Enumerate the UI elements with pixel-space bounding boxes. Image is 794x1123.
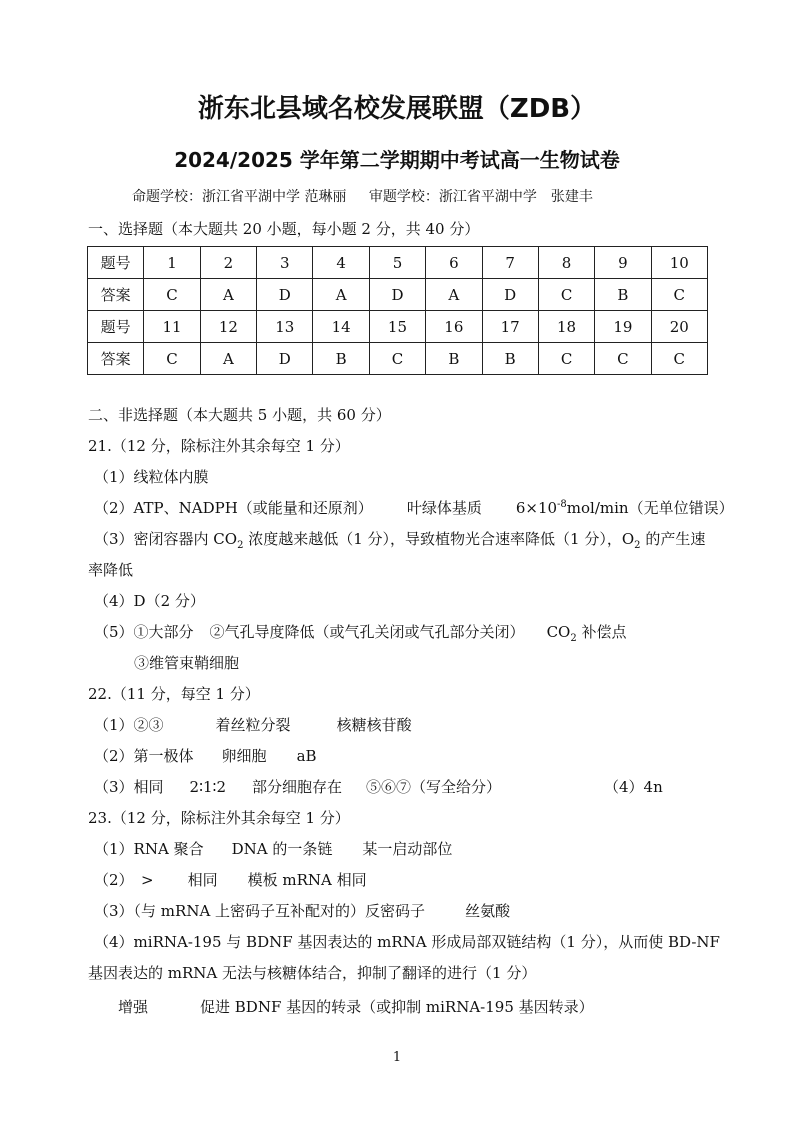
reviewer: 审题学校：浙江省平湖中学 张建丰 (368, 189, 593, 205)
q21-title: 21.（12 分，除标注外其余每空 1 分） (88, 437, 350, 455)
q21-answer-3: （3）密闭容器内 $CO_2$ 浓度越来越低（1 分），导致植物光合速率降低（1 分），$O_2$ 的产生速 (94, 530, 706, 551)
answer-cell: D (369, 279, 425, 311)
answer-cell: D (257, 343, 313, 375)
setter: 命题学校：浙江省平湖中学 范琳丽 (132, 189, 347, 205)
q23-answer-5: 增强 促进 BDNF 基因的转录（或抑制 miRNA-195 基因转录） (118, 998, 594, 1016)
page-title: 浙东北县域名校发展联盟（ZDB） (197, 94, 597, 124)
question-number-cell: 20 (651, 311, 707, 343)
question-number-cell: 13 (257, 311, 313, 343)
answer-cell: C (538, 343, 594, 375)
answer-cell: B (426, 343, 482, 375)
q22-answer-2: （2）第一极体 卵细胞 aB (94, 747, 317, 765)
answer-cell: B (313, 343, 369, 375)
answer-cell: A (200, 279, 256, 311)
exam-subtitle: 2024/2025 学年第二学期期中考试高一生物试卷 (174, 148, 620, 172)
question-number-cell: 14 (313, 311, 369, 343)
question-number-cell: 4 (313, 247, 369, 279)
question-number-cell: 16 (426, 311, 482, 343)
answer-cell: C (651, 343, 707, 375)
question-number-cell: 17 (482, 311, 538, 343)
table-row-answer (88, 343, 708, 375)
question-number-cell: 18 (538, 311, 594, 343)
q23-answer-4-cont: 基因表达的 mRNA 无法与核糖体结合，抑制了翻译的进行（1 分） (88, 964, 537, 982)
answer-cell: C (144, 343, 200, 375)
q21-answer-2 (94, 497, 734, 518)
question-number-cell: 9 (595, 247, 651, 279)
answer-cell: D (257, 279, 313, 311)
question-number-cell: 15 (369, 311, 425, 343)
answer-cell: C (369, 343, 425, 375)
q23-title: 23.（12 分，除标注外其余每空 1 分） (88, 809, 350, 827)
answer-cell: D (482, 279, 538, 311)
q23-answer-4: （4）miRNA-195 与 BDNF 基因表达的 mRNA 形成局部双链结构（1 分），从而使 BD-NF (94, 933, 720, 951)
q21-answer-5: （5）①大部分 ②气孔导度降低（或气孔关闭或气孔部分关闭） $CO_2$ 补偿点 (94, 623, 627, 644)
section1-heading: 一、选择题（本大题共 20 小题，每小题 2 分，共 40 分） (88, 220, 480, 238)
q21-answer-5-cont: ③维管束鞘细胞 (134, 654, 240, 672)
q23-answer-2: （2） > 相同 模板 mRNA 相同 (94, 871, 367, 889)
answer-cell: C (651, 279, 707, 311)
row-label: 答案 (88, 279, 144, 311)
answer-cell: C (595, 343, 651, 375)
q21-answer-4: （4）D（2 分） (94, 592, 205, 610)
q22-answer-1: （1）②③ 着丝粒分裂 核糖核苷酸 (94, 716, 412, 734)
q22-title: 22.（11 分，每空 1 分） (88, 685, 260, 703)
table-row-question (88, 247, 708, 279)
q21-answer-3-cont: 率降低 (88, 561, 134, 579)
q22-answer-4: （4）4n (604, 778, 663, 796)
author-line (132, 186, 611, 206)
q23-answer-3: （3）（与 mRNA 上密码子互补配对的）反密码子 丝氨酸 (94, 902, 511, 920)
table-row-answer (88, 279, 708, 311)
question-number-cell: 7 (482, 247, 538, 279)
answer-cell: B (595, 279, 651, 311)
question-number-cell: 5 (369, 247, 425, 279)
section2-heading: 二、非选择题（本大题共 5 小题，共 60 分） (88, 406, 391, 424)
table-row-question (88, 311, 708, 343)
answer-cell: A (313, 279, 369, 311)
answer-cell: A (200, 343, 256, 375)
question-number-cell: 3 (257, 247, 313, 279)
row-label: 题号 (88, 247, 144, 279)
answer-table (87, 246, 708, 375)
question-number-cell: 6 (426, 247, 482, 279)
question-number-cell: 11 (144, 311, 200, 343)
row-label: 题号 (88, 311, 144, 343)
q21-a2-part2: 叶绿体基质 (406, 499, 482, 517)
q23-answer-1: （1）RNA 聚合 DNA 的一条链 某一启动部位 (94, 840, 453, 858)
q22-answer-3: （3）相同 2∶1∶2 部分细胞存在 ⑤⑥⑦（写全给分） (94, 778, 502, 796)
question-number-cell: 12 (200, 311, 256, 343)
answer-cell: C (144, 279, 200, 311)
question-number-cell: 1 (144, 247, 200, 279)
page-number: 1 (392, 1050, 402, 1065)
q21-a2-part1: （2）ATP、NADPH（或能量和还原剂） (94, 499, 373, 517)
question-number-cell: 8 (538, 247, 594, 279)
question-number-cell: 2 (200, 247, 256, 279)
question-number-cell: 19 (595, 311, 651, 343)
q21-a2-part3: $6\times 10^{-8}mol/\min$（无单位错误） (515, 499, 734, 517)
answer-cell: C (538, 279, 594, 311)
row-label: 答案 (88, 343, 144, 375)
question-number-cell: 10 (651, 247, 707, 279)
answer-cell: A (426, 279, 482, 311)
answer-cell: B (482, 343, 538, 375)
q21-answer-1: （1）线粒体内膜 (94, 468, 209, 486)
